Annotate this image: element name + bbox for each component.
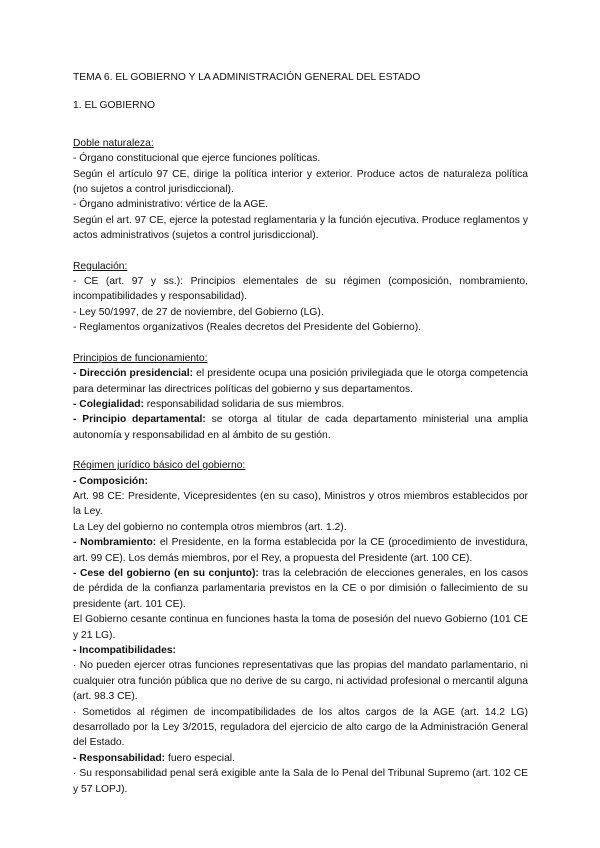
cese-label: - Cese del gobierno (en su conjunto): [73, 567, 259, 579]
spacer [73, 244, 528, 259]
doble-line-3: - Órgano administrativo: vértice de la AGE. [73, 199, 269, 211]
incompatibilidades-label [73, 643, 528, 658]
principio-1 [73, 366, 528, 397]
doble-line-2: Según el artículo 97 CE, dirige la política interior y exterior. Produce actos de naturaleza política (no sujetos a control jurisdiccional). [73, 168, 528, 196]
doble-naturaleza-block [73, 136, 528, 244]
incompatibilidades-line-1: · No pueden ejercer otras funciones representativas que las propias del mandato parlamentario, ni cualquier otra función pública que no derive de su cargo, ni actividad profesional o mercantil alguna (art. 98.3 CE). [73, 660, 528, 703]
principio-2-text: responsabilidad solidaria de sus miembros. [143, 398, 345, 410]
responsabilidad-label: - Responsabilidad: [73, 752, 166, 764]
incompatibilidades-line-2: · Sometidos al régimen de incompatibilidades de los altos cargos de la AGE (art. 14.2 LG) desarrollado por la Ley 3/2015, reguladora del ejercicio de alto cargo de la Administración General del Estado. [73, 706, 528, 749]
document-page [73, 70, 528, 797]
regulacion-heading: Regulación: [73, 260, 128, 272]
principio-1-label: - Dirección presidencial: [73, 368, 194, 380]
composicion-line-2: La Ley del gobierno no contempla otros miembros (art. 1.2). [73, 521, 347, 533]
regimen-block [73, 458, 528, 797]
regulacion-line-2: - Ley 50/1997, de 27 de noviembre, del Gobierno (LG). [73, 306, 324, 318]
principio-2-label: - Colegialidad: [73, 398, 144, 410]
principio-3 [73, 412, 528, 443]
composicion-line-1: Art. 98 CE: Presidente, Vicepresidentes (en su caso), Ministros y otros miembros establecidos por la Ley. [73, 490, 528, 518]
responsabilidad [73, 751, 528, 766]
principios-block [73, 351, 528, 443]
principios-heading: Principios de funcionamiento: [73, 352, 208, 364]
composicion-label-text: - Composición: [73, 475, 148, 487]
doble-line-1: - Órgano constitucional que ejerce funciones políticas. [73, 153, 321, 165]
principio-3-label: - Principio departamental: [73, 414, 206, 426]
nombramiento [73, 535, 528, 566]
spacer [73, 336, 528, 351]
nombramiento-text: el Presidente, en la forma establecida por la CE (procedimiento de investidura, art. 99 CE). Los demás miembros, por el Rey, a propuesta del Presidente (art. 100 CE). [73, 537, 528, 564]
spacer [73, 443, 528, 458]
section-heading: 1. EL GOBIERNO [73, 100, 156, 112]
cese-line-2: El Gobierno cesante continua en funciones hasta la toma de posesión del nuevo Gobierno (101 CE y 21 LG). [73, 614, 528, 641]
regulacion-block [73, 259, 528, 336]
cese-text: tras la celebración de elecciones generales, en los casos de pérdida de la confianza parlamentaria previstos en la CE o por dimisión o fallecimiento de su presidente (art. 101 CE). [73, 567, 528, 610]
principio-3-text: se otorga al titular de cada departamento ministerial una amplia autonomía y responsabilidad en al ámbito de su gestión. [73, 414, 528, 441]
doble-line-4: Según el art. 97 CE, ejerce la potestad reglamentaria y la función ejecutiva. Produce reglamentos y actos administrativos (sujetos a control jurisdiccional). [73, 214, 528, 242]
regimen-heading: Régimen jurídico básico del gobierno: [73, 460, 246, 472]
nombramiento-label: - Nombramiento: [73, 537, 157, 549]
principio-1-text: el presidente ocupa una posición privilegiada que le otorga competencia para determinar las directrices políticas del gobierno y sus departamentos. [73, 368, 528, 395]
regulacion-line-1: - CE (art. 97 y ss.): Principios elementales de su régimen (composición, nombramiento, incompatibilidades y responsabilidad). [73, 276, 528, 303]
composicion-label [73, 474, 528, 489]
principio-2 [73, 397, 528, 412]
cese [73, 566, 528, 612]
incompatibilidades-label-text: - Incompatibilidades: [73, 645, 176, 656]
document-title: TEMA 6. EL GOBIERNO Y LA ADMINISTRACIÓN GENERAL DEL ESTADO [73, 72, 421, 83]
regulacion-line-3: - Reglamentos organizativos (Reales decretos del Presidente del Gobierno). [73, 322, 421, 334]
responsabilidad-line-2: · Su responsabilidad penal será exigible ante la Sala de lo Penal del Tribunal Supremo (art. 102 CE y 57 LOPJ). [73, 768, 528, 795]
doble-naturaleza-heading: Doble naturaleza: [73, 137, 154, 149]
responsabilidad-text: fuero especial. [165, 752, 235, 764]
